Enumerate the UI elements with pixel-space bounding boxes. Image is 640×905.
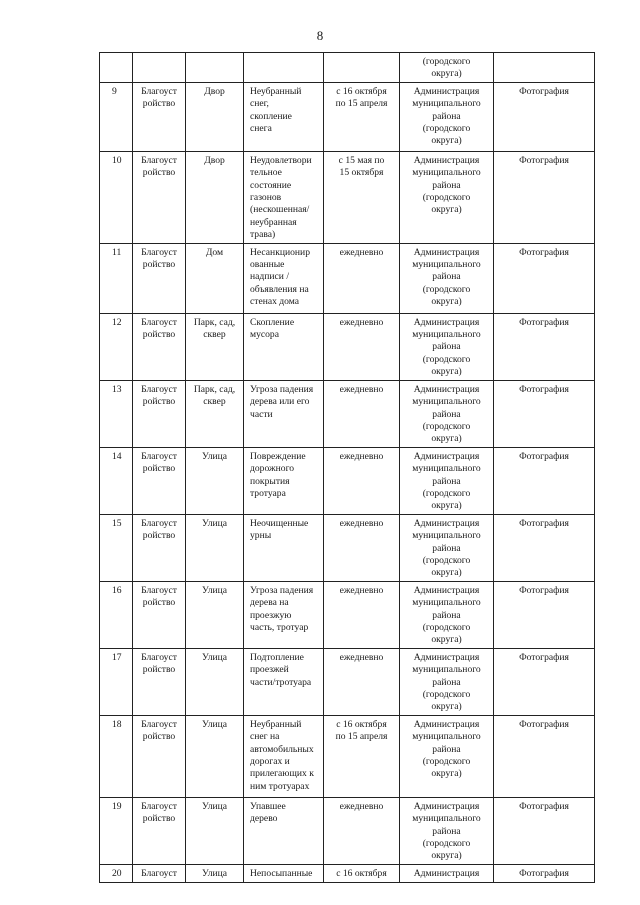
table-row <box>100 380 595 447</box>
cell-object-text: Улица <box>201 867 228 879</box>
cell-object <box>186 581 244 648</box>
cell-object <box>186 313 244 380</box>
cell-period-text: ежедневно <box>339 383 384 395</box>
cell-proof-text: Фотография <box>519 584 569 596</box>
cell-period-text: с 15 мая по 15 октября <box>338 154 385 179</box>
cell-responsible <box>400 715 494 797</box>
cell-issue-text: Неубранный снег на автомобильных дорогах и прилегающих к ним тротуарах <box>250 718 314 792</box>
cell-period <box>324 82 400 151</box>
cell-responsible-text: Администрация муниципального района (городского округа) <box>412 154 481 216</box>
cell-num-text: 19 <box>112 800 122 812</box>
cell-category-text: Благоуст ройство <box>141 85 177 110</box>
table-row <box>100 864 595 882</box>
cell-object <box>186 447 244 514</box>
cell-num <box>100 151 133 243</box>
cell-period-text: ежедневно <box>339 450 384 462</box>
cell-period <box>324 243 400 313</box>
cell-responsible-text: Администрация муниципального района (городского округа) <box>412 246 481 308</box>
cell-issue-text: Угроза падения дерева или его части <box>250 383 314 420</box>
cell-category-text: Благоуст ройство <box>141 584 177 609</box>
cell-period-text: ежедневно <box>339 246 384 258</box>
cell-period-text: ежедневно <box>339 316 384 328</box>
cell-proof-text: Фотография <box>519 867 569 879</box>
cell-issue <box>244 715 324 797</box>
cell-num-text: 18 <box>112 718 122 730</box>
cell-period <box>324 447 400 514</box>
cell-proof <box>494 313 595 380</box>
cell-responsible-text: Администрация муниципального района (городского округа) <box>412 718 481 780</box>
cell-num <box>100 447 133 514</box>
cell-num-text: 11 <box>112 246 122 258</box>
cell-object-text: Улица <box>201 800 228 812</box>
table-row <box>100 82 595 151</box>
cell-category-text: Благоуст ройство <box>141 316 177 341</box>
cell-proof <box>494 243 595 313</box>
cell-responsible <box>400 797 494 864</box>
cell-num-text: 10 <box>112 154 122 166</box>
cell-responsible <box>400 380 494 447</box>
cell-responsible <box>400 53 494 83</box>
cell-proof-text: Фотография <box>519 383 569 395</box>
cell-object-text: Парк, сад, сквер <box>193 383 236 408</box>
cell-issue-text: Скопление мусора <box>250 316 295 341</box>
cell-proof <box>494 514 595 581</box>
cell-proof <box>494 53 595 83</box>
cell-issue <box>244 82 324 151</box>
cell-object <box>186 380 244 447</box>
cell-responsible <box>400 581 494 648</box>
cell-period <box>324 864 400 882</box>
cell-issue-text: Непосыпанные <box>250 867 313 879</box>
cell-issue-text: Несанкционир ованные надписи / объявления на стенах дома <box>250 246 310 308</box>
cell-num-text: 12 <box>112 316 122 328</box>
cell-num <box>100 797 133 864</box>
cell-num <box>100 864 133 882</box>
cell-period <box>324 581 400 648</box>
cell-issue-text: Неубранный снег, скопление снега <box>250 85 302 135</box>
cell-category-text: Благоуст ройство <box>141 800 177 825</box>
cell-category <box>133 715 186 797</box>
table-row <box>100 151 595 243</box>
cell-object <box>186 53 244 83</box>
cell-num-text: 17 <box>112 651 122 663</box>
cell-period-text: ежедневно <box>339 651 384 663</box>
cell-issue <box>244 313 324 380</box>
cell-object <box>186 514 244 581</box>
cell-category-text: Благоуст ройство <box>141 651 177 676</box>
cell-responsible-text: Администрация муниципального района (городского округа) <box>412 584 481 646</box>
cell-object <box>186 243 244 313</box>
cell-proof <box>494 82 595 151</box>
cell-category <box>133 313 186 380</box>
cell-period-text: с 16 октября по 15 апреля <box>335 85 388 110</box>
cell-responsible <box>400 648 494 715</box>
cell-proof <box>494 581 595 648</box>
cell-proof-text: Фотография <box>519 154 569 166</box>
cell-category-text: Благоуст ройство <box>141 450 177 475</box>
cell-category-text: Благоуст ройство <box>141 246 177 271</box>
cell-category-text: Благоуст ройство <box>141 154 177 179</box>
cell-proof-text: Фотография <box>519 517 569 529</box>
cell-num <box>100 514 133 581</box>
cell-object <box>186 797 244 864</box>
cell-num-text: 14 <box>112 450 122 462</box>
cell-category-text: Благоуст ройство <box>141 517 177 542</box>
cell-object-text: Дом <box>205 246 224 258</box>
cell-category <box>133 380 186 447</box>
table-row <box>100 715 595 797</box>
cell-issue-text: Подтопление проезжей части/тротуара <box>250 651 312 688</box>
cell-issue-text: Угроза падения дерева на проезжую часть, тротуар <box>250 584 314 633</box>
cell-object <box>186 82 244 151</box>
document-table <box>99 52 595 883</box>
cell-num-text: 13 <box>112 383 122 395</box>
cell-period-text: ежедневно <box>339 800 384 812</box>
cell-responsible <box>400 447 494 514</box>
cell-object <box>186 864 244 882</box>
cell-proof <box>494 648 595 715</box>
cell-proof-text: Фотография <box>519 718 569 730</box>
cell-responsible-text: Администрация муниципального района (городского округа) <box>412 517 481 579</box>
page-number: 8 <box>316 28 324 43</box>
cell-category <box>133 151 186 243</box>
table-row <box>100 581 595 648</box>
cell-period-text: ежедневно <box>339 517 384 529</box>
cell-responsible-text: (городского округа) <box>422 56 471 80</box>
cell-issue <box>244 864 324 882</box>
cell-responsible-text: Администрация муниципального района (городского округа) <box>412 651 481 713</box>
cell-object <box>186 715 244 797</box>
cell-category-text: Благоуст <box>141 867 177 879</box>
cell-object-text: Улица <box>201 651 228 663</box>
cell-issue-text: Неудовлетвори тельное состояние газонов (нескошенная/ неубранная трава) <box>250 154 312 241</box>
carry-over-row <box>100 53 595 83</box>
cell-num <box>100 581 133 648</box>
cell-responsible <box>400 151 494 243</box>
cell-category <box>133 514 186 581</box>
cell-period <box>324 715 400 797</box>
cell-issue-text: Упавшее дерево <box>250 800 286 825</box>
cell-proof-text: Фотография <box>519 246 569 258</box>
cell-num <box>100 243 133 313</box>
cell-issue <box>244 380 324 447</box>
cell-object-text: Улица <box>201 718 228 730</box>
cell-num-text: 20 <box>112 867 122 879</box>
cell-object-text: Парк, сад, сквер <box>193 316 236 341</box>
cell-issue <box>244 53 324 83</box>
cell-category <box>133 447 186 514</box>
cell-period <box>324 151 400 243</box>
cell-proof-text: Фотография <box>519 316 569 328</box>
cell-num-text: 16 <box>112 584 122 596</box>
cell-period <box>324 797 400 864</box>
cell-category <box>133 53 186 83</box>
cell-object-text: Двор <box>204 154 225 166</box>
cell-issue <box>244 581 324 648</box>
cell-responsible <box>400 243 494 313</box>
cell-category <box>133 581 186 648</box>
cell-proof <box>494 380 595 447</box>
cell-num <box>100 53 133 83</box>
cell-responsible <box>400 82 494 151</box>
cell-num <box>100 313 133 380</box>
cell-period <box>324 380 400 447</box>
cell-category <box>133 864 186 882</box>
cell-object-text: Улица <box>201 517 228 529</box>
table-row <box>100 243 595 313</box>
cell-proof-text: Фотография <box>519 800 569 812</box>
cell-proof-text: Фотография <box>519 651 569 663</box>
cell-responsible-text: Администрация муниципального района (городского округа) <box>412 383 481 445</box>
cell-proof <box>494 447 595 514</box>
cell-num <box>100 648 133 715</box>
cell-proof-text: Фотография <box>519 85 569 97</box>
cell-proof <box>494 797 595 864</box>
cell-issue <box>244 797 324 864</box>
cell-category <box>133 82 186 151</box>
cell-responsible-text: Администрация муниципального района (городского округа) <box>412 316 481 378</box>
cell-issue <box>244 648 324 715</box>
cell-responsible <box>400 864 494 882</box>
cell-object-text: Улица <box>201 584 228 596</box>
cell-object <box>186 648 244 715</box>
cell-proof <box>494 151 595 243</box>
cell-responsible-text: Администрация <box>413 867 480 879</box>
cell-period-text: с 16 октября <box>336 867 387 879</box>
table-row <box>100 514 595 581</box>
table-row <box>100 797 595 864</box>
cell-num <box>100 82 133 151</box>
cell-num-text: 9 <box>112 85 117 97</box>
cell-category <box>133 243 186 313</box>
cell-object-text: Улица <box>201 450 228 462</box>
table-row <box>100 313 595 380</box>
cell-category <box>133 797 186 864</box>
cell-object <box>186 151 244 243</box>
cell-num-text: 15 <box>112 517 122 529</box>
cell-responsible-text: Администрация муниципального района (городского округа) <box>412 85 481 147</box>
cell-period-text: с 16 октября по 15 апреля <box>335 718 388 743</box>
table-row <box>100 447 595 514</box>
cell-num <box>100 715 133 797</box>
cell-period <box>324 514 400 581</box>
cell-issue-text: Повреждение дорожного покрытия тротуара <box>250 450 306 499</box>
cell-period <box>324 648 400 715</box>
cell-period <box>324 313 400 380</box>
cell-period <box>324 53 400 83</box>
cell-proof-text: Фотография <box>519 450 569 462</box>
cell-responsible-text: Администрация муниципального района (городского округа) <box>412 800 481 862</box>
cell-responsible <box>400 514 494 581</box>
cell-object-text: Двор <box>204 85 225 97</box>
cell-issue <box>244 447 324 514</box>
cell-proof <box>494 864 595 882</box>
cell-responsible <box>400 313 494 380</box>
cell-category-text: Благоуст ройство <box>141 718 177 743</box>
cell-num <box>100 380 133 447</box>
cell-period-text: ежедневно <box>339 584 384 596</box>
table-row <box>100 648 595 715</box>
cell-issue-text: Неочищенные урны <box>250 517 309 542</box>
cell-responsible-text: Администрация муниципального района (городского округа) <box>412 450 481 512</box>
cell-issue <box>244 243 324 313</box>
cell-category-text: Благоуст ройство <box>141 383 177 408</box>
cell-issue <box>244 151 324 243</box>
cell-proof <box>494 715 595 797</box>
cell-issue <box>244 514 324 581</box>
cell-category <box>133 648 186 715</box>
